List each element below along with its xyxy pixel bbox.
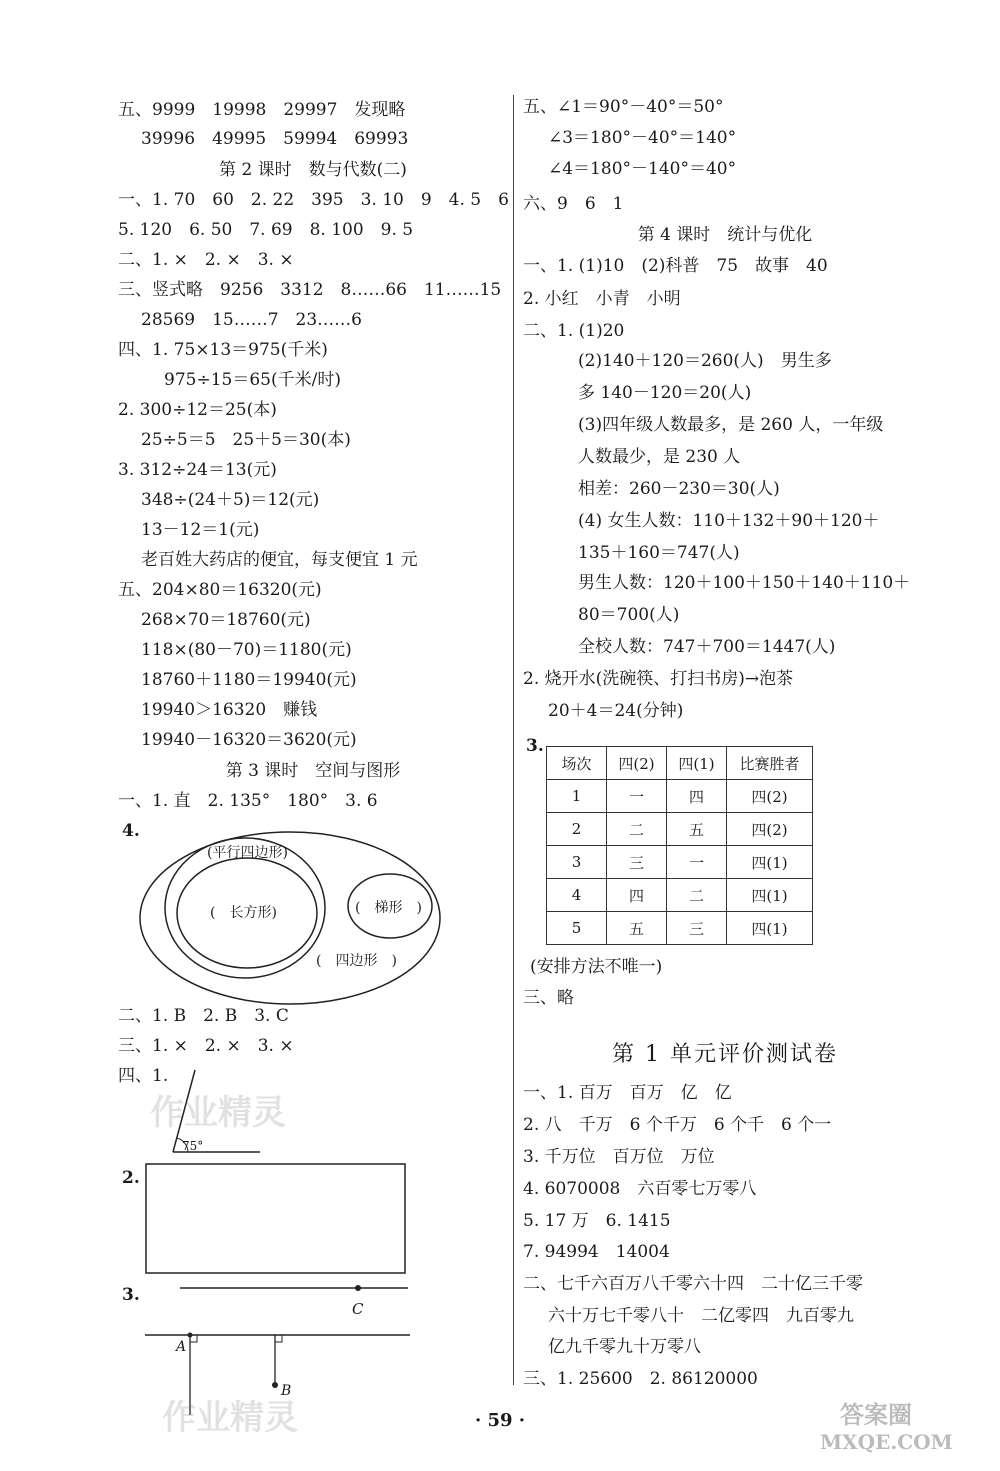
table-row [547, 813, 813, 846]
answer-line: 25÷5＝5 25＋5＝30(本) [141, 430, 351, 450]
table-header-cell: 比赛胜者 [727, 747, 813, 780]
answer-line: 3. 千万位 百万位 万位 [523, 1147, 715, 1167]
answer-line: 一、1. 百万 百万 亿 亿 [523, 1083, 732, 1103]
answer-line: 13－12＝1(元) [141, 520, 260, 540]
rectangle-drawing [145, 1163, 407, 1275]
table-cell: 四(1) [727, 879, 813, 912]
answer-line: 18760＋1180＝19940(元) [141, 670, 357, 690]
table-cell: 1 [547, 780, 607, 813]
question-number: 4. [122, 821, 140, 841]
answer-line: ∠4＝180°－140°＝40° [548, 159, 737, 179]
answer-line: 五、9999 19998 29997 发现略 [118, 100, 406, 120]
table-cell: 四(2) [727, 780, 813, 813]
answer-line: 四、1. 75×13＝975(千米) [118, 340, 328, 360]
table-cell: 2 [547, 813, 607, 846]
table-header-cell: 四(2) [607, 747, 667, 780]
answer-line: ∠3＝180°－40°＝140° [548, 128, 737, 148]
question-number: 3. [122, 1285, 140, 1305]
answer-line: 19940＞16320 赚钱 [141, 700, 318, 720]
answer-line: 五、∠1＝90°－40°＝50° [523, 97, 724, 117]
table-cell: 一 [607, 780, 667, 813]
answer-line: 2. 小红 小青 小明 [523, 289, 681, 309]
section-title: 第 3 课时 空间与图形 [225, 761, 401, 781]
answer-line: 135＋160＝747(人) [578, 543, 740, 563]
table-cell: 二 [607, 813, 667, 846]
table-header-cell: 四(1) [667, 747, 727, 780]
table-header-row [547, 747, 813, 780]
table-cell: 四 [607, 879, 667, 912]
answer-line: 118×(80－70)＝1180(元) [141, 640, 352, 660]
answer-line: 2. 300÷12＝25(本) [118, 400, 277, 420]
answer-line: 一、1. 70 60 2. 22 395 3. 10 9 4. 5 6 [118, 190, 509, 210]
answer-line: 20＋4＝24(分钟) [548, 701, 684, 721]
match-schedule-table [546, 746, 813, 945]
table-cell: 四(1) [727, 912, 813, 945]
answer-line: 二、七千六百万八千零六十四 二十亿三千零 [523, 1274, 863, 1294]
table-cell: 四 [667, 780, 727, 813]
answer-line: 一、1. 直 2. 135° 180° 3. 6 [118, 791, 378, 811]
answer-line: 相差：260－230＝30(人) [578, 479, 780, 499]
answer-line: 28569 15……7 23……6 [141, 310, 362, 330]
table-cell: 五 [667, 813, 727, 846]
angle-label: 75° [182, 1139, 204, 1153]
answer-line: 5. 17 万 6. 1415 [523, 1211, 671, 1231]
answer-line: 19940－16320＝3620(元) [141, 730, 357, 750]
answer-line: 多 140－120＝20(人) [578, 383, 752, 403]
table-cell: 四(1) [727, 846, 813, 879]
answer-line: (3)四年级人数最多，是 260 人，一年级 [578, 415, 884, 435]
point-label-a: A [176, 1339, 187, 1355]
answer-line: 2. 烧开水(洗碗筷、打扫书房)→泡茶 [523, 669, 794, 689]
watermark-text: 作业精灵 [162, 1398, 298, 1438]
answer-line: 7. 94994 14004 [523, 1242, 670, 1262]
table-cell: 五 [607, 912, 667, 945]
answer-line: 348÷(24＋5)＝12(元) [141, 490, 320, 510]
table-row [547, 780, 813, 813]
table-cell: 3 [547, 846, 607, 879]
table-row [547, 846, 813, 879]
table-row [547, 879, 813, 912]
table-header-cell: 场次 [547, 747, 607, 780]
answer-line: 老百姓大药店的便宜，每支便宜 1 元 [141, 550, 418, 570]
answer-line: 二、1. × 2. × 3. × [118, 250, 294, 270]
answer-line: 四、1. [118, 1066, 169, 1086]
parallelogram-label: (平行四边形) [207, 845, 288, 861]
answer-line: 3. 312÷24＝13(元) [118, 460, 277, 480]
unit-title: 第 1 单元评价测试卷 [612, 1042, 838, 1067]
answer-line: 2. 八 千万 6 个千万 6 个千 6 个一 [523, 1115, 832, 1135]
point-label-c: C [352, 1300, 364, 1318]
table-cell: 三 [667, 912, 727, 945]
watermark-text: 作业精灵 [150, 1093, 286, 1133]
answer-line: (安排方法不唯一) [530, 957, 663, 977]
answer-line: 80＝700(人) [578, 605, 680, 625]
table-cell: 四(2) [727, 813, 813, 846]
brand-watermark: 答案圈 [840, 1400, 912, 1429]
answer-line: 全校人数：747＋700＝1447(人) [578, 637, 836, 657]
answer-line: (2)140＋120＝260(人) 男生多 [578, 351, 832, 371]
table-cell: 4 [547, 879, 607, 912]
answer-line: 六、9 6 1 [523, 194, 624, 214]
answer-line: 975÷15＝65(千米/时) [164, 370, 341, 390]
answer-line: 人数最少，是 230 人 [578, 447, 741, 467]
section-title: 第 2 课时 数与代数(二) [219, 160, 407, 180]
table-row [547, 912, 813, 945]
point-label-b: B [281, 1383, 292, 1399]
trapezoid-label: ( 梯形 ) [355, 900, 422, 916]
brand-watermark-url: MXQE.COM [820, 1430, 953, 1454]
column-divider [513, 95, 514, 1385]
table-cell: 三 [607, 846, 667, 879]
answer-line: 一、1. (1)10 (2)科普 75 故事 40 [523, 256, 828, 276]
answer-line: 5. 120 6. 50 7. 69 8. 100 9. 5 [118, 220, 414, 240]
answer-line: 三、竖式略 9256 3312 8……66 11……15 [118, 280, 502, 300]
answer-line: 4. 6070008 六百零七万零八 [523, 1179, 757, 1199]
table-cell: 一 [667, 846, 727, 879]
table-cell: 二 [667, 879, 727, 912]
section-title: 第 4 课时 统计与优化 [637, 225, 813, 245]
quadrilateral-label: ( 四边形 ) [316, 953, 397, 969]
question-number: 3. [526, 736, 544, 756]
answer-line: 六十万七千零八十 二亿零四 九百零九 [548, 1306, 854, 1326]
answer-line: 亿九千零九十万零八 [548, 1337, 701, 1357]
page-number: · 59 · [474, 1410, 526, 1431]
answer-line: 三、1. × 2. × 3. × [118, 1036, 294, 1056]
answer-line: 三、1. 25600 2. 86120000 [523, 1369, 758, 1389]
answer-line: 男生人数：120＋100＋150＋140＋110＋ [578, 573, 911, 593]
answer-line: 二、1. (1)20 [523, 321, 625, 341]
answer-line: 268×70＝18760(元) [141, 610, 311, 630]
answer-line: 二、1. B 2. B 3. C [118, 1006, 289, 1026]
answer-line: 三、略 [523, 988, 574, 1008]
rectangle-label: ( 长方形) [210, 905, 277, 921]
answer-line: (4) 女生人数：110＋132＋90＋120＋ [578, 511, 880, 531]
table-cell: 5 [547, 912, 607, 945]
answer-line: 39996 49995 59994 69993 [141, 129, 409, 149]
answer-line: 五、204×80＝16320(元) [118, 580, 322, 600]
question-number: 2. [122, 1168, 140, 1188]
